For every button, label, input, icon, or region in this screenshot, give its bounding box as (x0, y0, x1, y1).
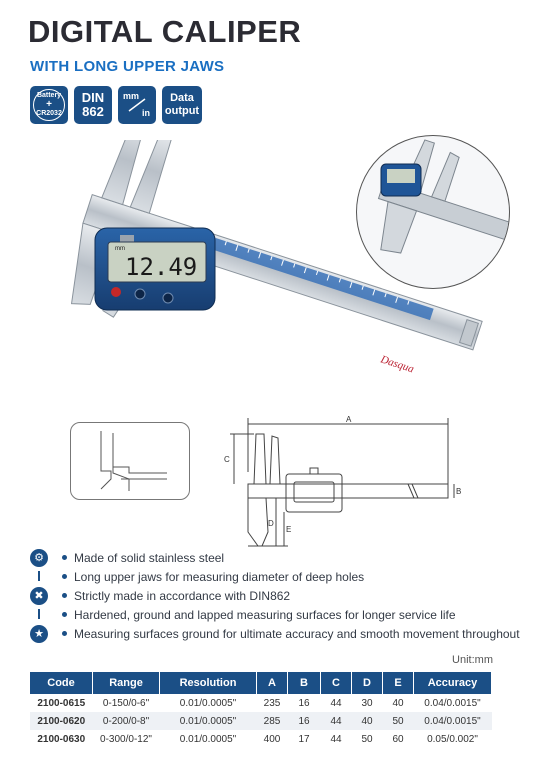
connector-line (38, 571, 40, 581)
in-label: in (142, 108, 150, 118)
feature-text: Long upper jaws for measuring diameter of deep holes (74, 569, 365, 584)
cell-a: 285 (257, 712, 288, 730)
bullet-dot (62, 555, 67, 560)
page-title: DIGITAL CALIPER (28, 14, 302, 49)
feature-item (30, 605, 510, 624)
cell-c: 44 (321, 712, 352, 730)
cell-b: 16 (288, 712, 321, 730)
bullet-dot (62, 631, 67, 636)
tools-icon: ✖ (30, 587, 48, 605)
unit-button (163, 293, 173, 303)
dimension-drawing (218, 412, 468, 552)
cell-resolution: 0.01/0.0005" (160, 712, 257, 730)
brand-logo: Dasqua (379, 353, 416, 376)
feature-item (30, 548, 510, 567)
connector-line (38, 609, 40, 619)
cell-e: 60 (392, 733, 404, 745)
dim-label-e: E (286, 525, 292, 534)
display-unit (95, 228, 215, 310)
din-top: DIN (81, 90, 105, 106)
col-header-resolution: Resolution (160, 672, 257, 694)
feature-text: Hardened, ground and lapped measuring surfaces for longer service life (74, 607, 456, 622)
cell-e: 40 (392, 697, 404, 709)
gear-icon: ⚙ (30, 549, 48, 567)
cell-code: 2100-0615 (37, 697, 86, 709)
cell-e: 50 (383, 712, 414, 730)
feature-item (30, 624, 520, 643)
trophy-icon: ★ (30, 625, 48, 643)
col-header-b: B (288, 672, 321, 694)
page-subtitle: WITH LONG UPPER JAWS (30, 58, 225, 75)
display-mode: mm (115, 246, 125, 252)
battery-plus: + (46, 98, 52, 110)
table-row (30, 694, 492, 712)
jaw-detail-zoom (356, 135, 510, 289)
cell-accuracy: 0.04/0.0015" (414, 712, 492, 730)
cell-resolution: 0.01/0.0005" (179, 697, 237, 709)
mm-label: mm (123, 91, 140, 102)
din-bottom: 862 (82, 104, 104, 119)
cell-a: 235 (263, 697, 281, 709)
cell-d: 30 (361, 697, 373, 709)
bullet-dot (62, 593, 67, 598)
col-header-range: Range (93, 672, 160, 694)
cell-c: 44 (330, 733, 342, 745)
col-header-c: C (321, 672, 352, 694)
data-bottom: output (164, 105, 200, 117)
cell-resolution: 0.01/0.0005" (179, 733, 237, 745)
specs-table (30, 672, 492, 748)
dim-label-d: D (268, 519, 274, 528)
feature-text: Made of solid stainless steel (74, 550, 225, 565)
jaw-profile-detail (70, 422, 190, 500)
cell-range: 0-300/0-12" (100, 733, 152, 745)
unit-switch-badge (118, 86, 156, 124)
cell-range: 0-200/0-8" (93, 712, 160, 730)
table-row (30, 730, 492, 748)
cell-accuracy: 0.05/0.002" (427, 733, 478, 745)
table-header-row (30, 672, 492, 694)
cell-accuracy: 0.04/0.0015" (424, 697, 481, 709)
battery-icon (33, 89, 65, 121)
feature-text: Strictly made in accordance with DIN862 (74, 588, 291, 603)
dim-label-c: C (224, 455, 230, 464)
battery-model: CR2032 (36, 110, 62, 118)
cell-c: 44 (330, 697, 342, 709)
table-row (30, 712, 492, 730)
col-header-accuracy: Accuracy (414, 672, 492, 694)
col-header-e: E (383, 672, 414, 694)
slash-icon (127, 98, 147, 112)
dim-label-b: B (456, 487, 462, 496)
cell-d: 50 (361, 733, 373, 745)
cell-a: 400 (263, 733, 281, 745)
cell-b: 16 (298, 697, 310, 709)
cell-code: 2100-0620 (30, 712, 93, 730)
zero-button (135, 289, 145, 299)
col-header-code: Code (30, 672, 93, 694)
cell-d: 40 (352, 712, 383, 730)
feature-item (30, 567, 510, 586)
cell-range: 0-150/0-6" (102, 697, 150, 709)
bullet-dot (62, 574, 67, 579)
data-top: Data (170, 92, 194, 105)
data-output-badge (162, 86, 202, 124)
feature-item (30, 586, 510, 605)
feature-badges (30, 86, 202, 124)
col-header-a: A (257, 672, 288, 694)
feature-text: Measuring surfaces ground for ultimate accuracy and smooth movement throughout (74, 626, 520, 641)
battery-badge (30, 86, 68, 124)
cell-b: 17 (298, 733, 310, 745)
cell-code: 2100-0630 (37, 733, 86, 745)
unit-note: Unit:mm (452, 654, 493, 666)
din-badge (74, 86, 112, 124)
battery-label: Battery (36, 92, 62, 100)
power-button (111, 287, 121, 297)
dim-label-a: A (346, 415, 352, 424)
display-reading: 12.49 (125, 253, 198, 281)
feature-list (30, 548, 520, 643)
col-header-d: D (352, 672, 383, 694)
bullet-dot (62, 612, 67, 617)
